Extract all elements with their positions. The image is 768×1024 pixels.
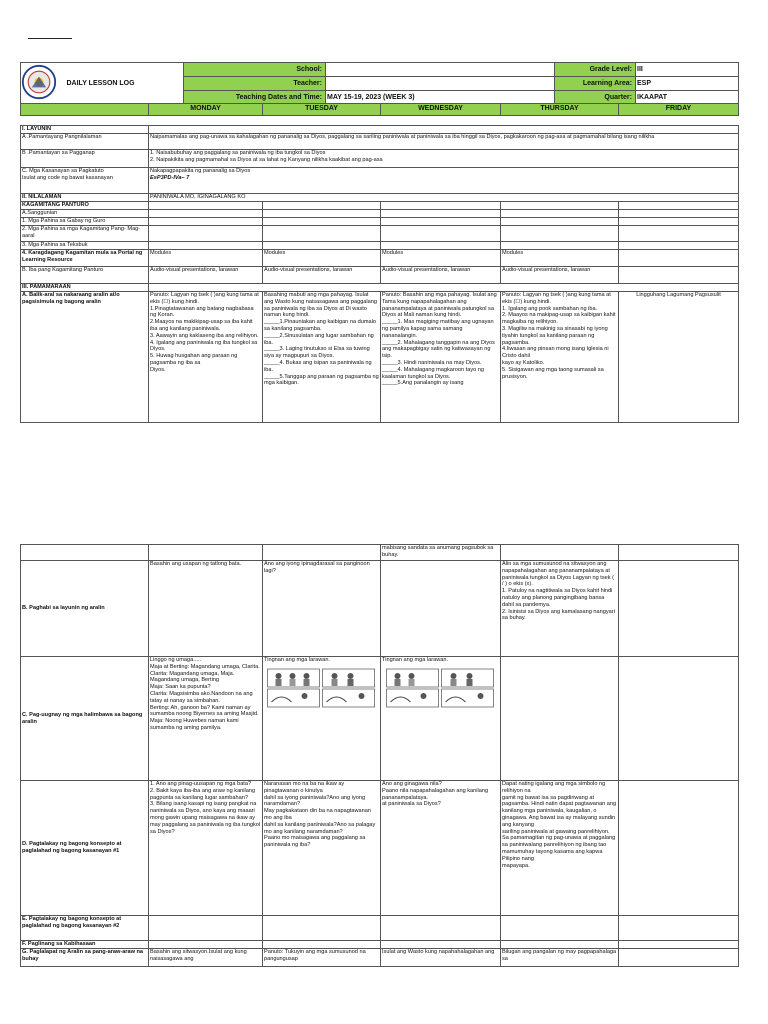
cell: [381, 218, 501, 226]
sanggunian-label: A.Sanggunian: [21, 210, 149, 218]
cell: [619, 218, 739, 226]
cell: [381, 916, 501, 941]
lesson-table-page1: [20, 125, 739, 423]
pagtalakay1-label: D. Pagtalakay ng bagong konsepto at paglalahad ng bagong kasanayan #1: [21, 781, 149, 916]
teacher-label: Teacher:: [184, 77, 326, 91]
cell: [263, 218, 381, 226]
dates-label: Teaching Dates and Time:: [184, 91, 326, 105]
cell: [501, 242, 619, 250]
cell: [149, 941, 263, 949]
kagamitang-label: 2. Mga Pahina sa mga Kagamitang Pang- Mag- aaral: [21, 226, 149, 242]
teacher-value[interactable]: [326, 77, 555, 91]
layunin-row: [149, 126, 739, 134]
paglalapat-thu: Bilugan ang pangalan ng may pagpapahalaga sa: [501, 949, 619, 967]
day-thursday: THURSDAY: [501, 104, 619, 116]
dll-header-table: [20, 62, 739, 105]
school-label: School:: [184, 63, 326, 77]
cont-tue: [263, 545, 381, 561]
cell: [149, 202, 263, 210]
paguugnay-fri: [619, 657, 739, 781]
pagtalakay1-mon: 1. Ano ang pinag-uusapan ng mga bata? 2. Bakit kaya iba-iba ang araw ng kanilang pagpunta sa kanilang lugar sambahan? 3. Bilang isang kasapi ng isang pangkat na naniniwala sa Diyos, ano kaya ang maaari mong gawin upang maisagawa na ikaw ay may paggalang sa paniniwala ng iba tungkol sa Diyos?: [149, 781, 263, 916]
cell: [263, 916, 381, 941]
pagtalakay1-fri: [619, 781, 739, 916]
balik-tue: Basahing mabuti ang mga pahayag. Isulat ang Wasto kung naisasagawa ang paggalang sa paniniwala ng iba sa Diyos at Di wasto naman kung hindi. _____1.Pinauniakan ang kaibigan na dumalo sa kanilang pagsamba. _____2.Sinusulatan ang lugar sambahan ng iba. _____3. Laging tinutukso si Elsa sa tuwing siya ay magpupuri sa Diyos. _____4. Bukas ang isipan sa paniniwala ng iba. _____5.Tanggap ang paraan ng pagsamba ng mga kaibigan.: [263, 292, 381, 423]
cell: [501, 218, 619, 226]
iba-mon: Audio-visual presentations, larawan: [149, 267, 263, 284]
deped-seal-icon: [21, 64, 57, 100]
paguugnay-tue-cell: [263, 657, 381, 781]
quarter-value[interactable]: IKAAPAT: [636, 91, 739, 105]
cont-thu: [501, 545, 619, 561]
pagtalakay1-thu: Dapat nating igalang ang mga simbolo ng relihiyon na gamit ng bawat isa sa pagdiriwang at pagsamba. Hindi natin dapat pagtawanan ang kanilang mga paniniwala, kaugalian, o ginagawa. Ang bawat isa ay malayang sundin ang kanyang sariling paniniwala at gawaing panrelihiyon. Sa pamamagitan ng pag-unawa at paggalang sa paniniwalang panrelihiyon ng ibang tao mamumuhay tayong kasama ang kapwa Pilipino nang mapayapa.: [501, 781, 619, 916]
dates-value[interactable]: MAY 15-19, 2023 (WEEK 3): [326, 91, 555, 105]
grade-label: Grade Level:: [555, 63, 636, 77]
pam-pangnilalaman-text: Naipamamalas ang pag-unawa sa kahalagahan ng pananalig sa Diyos, paggalang sa sariling paniniwala at paniniwala sa iba hinggil sa Diyos, pagkakaroon ng pag-asa at pagmamahal bilang isang nilikha: [149, 134, 739, 150]
pam-pangnilalaman-label: A .Pamantayang Pangnilalaman: [21, 134, 149, 150]
cell: [619, 242, 739, 250]
paguugnay-thu: [501, 657, 619, 781]
karagdagang-tue: Modules: [263, 250, 381, 267]
cont-mon: [149, 545, 263, 561]
cell: [263, 210, 381, 218]
pam-pagganap-label: B .Pamantayan sa Pagganap: [21, 150, 149, 168]
cont-fri: [619, 545, 739, 561]
cell: [149, 218, 263, 226]
grade-value[interactable]: III: [636, 63, 739, 77]
day-friday: FRIDAY: [619, 104, 739, 116]
deped-logo: [21, 63, 66, 105]
iba-label: B. Iba pang Kagamitang Panturo: [21, 267, 149, 284]
top-rule: [28, 38, 72, 39]
cell: [619, 941, 739, 949]
karagdagang-mon: Modules: [149, 250, 263, 267]
layunin-heading: I. LAYUNIN: [21, 126, 149, 134]
area-label: Learning Area:: [555, 77, 636, 91]
days-header: [20, 103, 739, 116]
cell: [381, 242, 501, 250]
paghabi-label: B. Paghabi sa layunin ng aralin: [21, 561, 149, 657]
paglalapat-mon: Basahin ang sitwasyon.Isulat ang kung naisasagawa ang: [149, 949, 263, 967]
pamamaraan-row: [149, 284, 739, 292]
worship-pictures-image: [264, 668, 379, 708]
nilalaman-label: II. NILALAMAN: [21, 194, 149, 202]
cell: [619, 226, 739, 242]
paguugnay-wed-cell: [381, 657, 501, 781]
day-tuesday: TUESDAY: [263, 104, 381, 116]
cell: [149, 210, 263, 218]
cont-label: [21, 545, 149, 561]
cell: [501, 226, 619, 242]
paguugnay-label: C. Pag-uugnay ng mga halimbawa sa bagong aralin: [21, 657, 149, 781]
cell: [501, 941, 619, 949]
iba-thu: Audio-visual presentations, larawan: [501, 267, 619, 284]
worship-pictures-image: [382, 668, 499, 708]
balik-label: A. Balik-aral sa nakaraang aralin at/o pagsisimula ng bagong aralin: [21, 292, 149, 423]
pagtalakay2-label: E. Pagtalakay ng bagong konsepto at paglalahad ng bagong kasanayan #2: [21, 916, 149, 941]
paglalapat-wed: Isulat ang Wasto kung napahahalagahan ang: [381, 949, 501, 967]
cell: [149, 916, 263, 941]
pamamaraan-label: III. PAMAMARAAN: [21, 284, 149, 292]
pam-pagganap-text: 1. Naisabubuhay ang paggalang sa paniniwala ng iba tungkol sa Diyos 2. Naipakikita ang pagmamahal sa Diyos at sa lahat ng Kanyang nilikha kaakibat ang pag-asa: [149, 150, 739, 168]
cont-wed: mabisang sandata sa anumang pagsubok sa buhay.: [381, 545, 501, 561]
kasanayan-label: C. Mga Kasanayan sa Pagkatuto Isulat ang code ng bawat kasanayan: [21, 168, 149, 194]
balik-thu: Panuto: Lagyan ng tsek ( )ang kung tama at ekis (☐) kung hindi. 1. Igalang ang pook sambahan ng iba. 2. Maayos na makipag-usap sa kaibigan kahit magkaiba ng relihiyon. 3. Magiliw na makinig sa sinasabi ng iyong tiyahin tungkol sa kanilang paraan ng pagsamba. 4.Iiwasan ang pinsan mong isang Iglesia ni Cristo dahil kayo ay Katoliko. 5. Sisigawan ang mga taong sumasali sa prusisyon.: [501, 292, 619, 423]
cell: [619, 202, 739, 210]
paglalapat-fri: [619, 949, 739, 967]
pagtalakay1-wed: Ano ang ginagawa nila? Paano nila napapahalagahan ang kanilang pananampalataya. at paniniwala sa Diyos?: [381, 781, 501, 916]
cell: [381, 210, 501, 218]
karagdagang-fri: [619, 250, 739, 267]
iba-fri: [619, 267, 739, 284]
pagtalakay1-tue: Naranasan mo na ba na ikaw ay pinagtawanan o kinutya dahil sa iyong paniniwala?Ano ang iyong naramdaman? May pagkakataon din ba na napagtawanan mo ang iba dahil sa kanilang paniniwala?Ano sa palagay mo ang kanilang naramdaman? Paano mo maisagawa ang paggalang sa paniniwala ng iba?: [263, 781, 381, 916]
cell: [149, 226, 263, 242]
cell: [381, 226, 501, 242]
cell: [263, 202, 381, 210]
kasanayan-cell: [149, 168, 739, 194]
lesson-table-page2: [20, 544, 739, 967]
paghabi-fri: [619, 561, 739, 657]
paguugnay-mon: Linggo ng umaga..... Maja at Berting: Magandang umaga, Clarita. Clarita: Magandang umaga, Maja. Magandang umaga, Berting Maja: Saan ka pupunta? Clarita: Magsisimba ako.Nandoon na ang tatay at nanay sa simbahan. Berting: Ah, ganoon ba? Kami naman ay sumamba noong Biyernes sa aming Masjid. Maja: Noong Huwebes naman kami sumamba ng aming pamilya.: [149, 657, 263, 781]
cell: [501, 916, 619, 941]
cell: [381, 941, 501, 949]
cell: [619, 210, 739, 218]
karagdagang-label: 4. Karagdagang Kagamitan mula sa Portal ng Learning Resource: [21, 250, 149, 267]
paglalapat-tue: Panuto: Tukuyin ang mga sumusunod na pangungusap: [263, 949, 381, 967]
kasanayan-code: EsP3PD-IVa– 7: [150, 174, 190, 181]
day-monday: MONDAY: [149, 104, 263, 116]
kagamitan-label: KAGAMITANG PANTURO: [21, 202, 149, 210]
school-value[interactable]: [326, 63, 555, 77]
cell: [263, 242, 381, 250]
iba-wed: Audio-visual presentations, larawan: [381, 267, 501, 284]
cell: [501, 210, 619, 218]
paguugnay-wed: Tingnan ang mga larawan.: [382, 657, 449, 663]
paglinang-label: F. Paglinang sa Kabihasaan: [21, 941, 149, 949]
paghabi-thu: Alin sa mga sumusunod na sitwasyon ang napapahalagahan ang pananampalataya at paniniwala tungkol sa Diyos Lagyan ng tsek ( / ) o ekis (x). 1. Patuloy na nagtitiwala sa Diyos kahit hindi natuloy ang planong pangingibang bansa dahil sa pandemya. 2. Isinisisi sa Diyos ang kamalasang nangyari sa buhay.: [501, 561, 619, 657]
cell: [501, 202, 619, 210]
paghabi-tue: Ano ang iyong ipinagdarasal sa panginoon lagi?: [263, 561, 381, 657]
karagdagang-wed: Modules: [381, 250, 501, 267]
day-wednesday: WEDNESDAY: [381, 104, 501, 116]
balik-mon: Panuto: Lagyan ng tsek ( )ang kung tama at ekis (☐) kung hindi. 1.Pinagtatawanan ang batang nagbabasa ng Koran. 2.Maayos na makikipag-usap sa iba kahit iba ang kanilang paniniwala. 3. Aawayin ang kaklaseng iba ang relihiyon. 4. Igalang ang paniniwala ng iba tungkol sa Diyos. 5. Huwag husgahan ang paraan ng pagsamba ng iba sa Diyos.: [149, 292, 263, 423]
cell: [619, 916, 739, 941]
balik-wed: Panuto: Basahin ang mga pahayag. Isulat ang Tama kung napapahalagahan ang pananampalataya at paniniwala patungkol sa Diyos at Mali naman kung hindi. _____1. Mas magiging matibay ang ugnayan ng pamilya kapag sama samang nananalangin. _____2. Mahalagang tanggapin na ang Diyos ang makapagbigay satin ng katiwasayan ng isip. _____3. Hindi naniniwala na may Diyos. _____4. Mahalagang magkaroon tayo ng kaalaman tungkol sa Diyos. _____5.Ang panalangin ay isang: [381, 292, 501, 423]
cell: [149, 242, 263, 250]
paguugnay-tue: Tingnan ang mga larawan.: [264, 657, 331, 663]
teksbuk-label: 3. Mga Pahina sa Teksbuk: [21, 242, 149, 250]
paglalapat-label: G. Paglalapat ng Aralin sa pang-araw-araw na buhay: [21, 949, 149, 967]
nilalaman-text: PANINIWALA MO, IGINAGALANG KO: [149, 194, 739, 202]
paghabi-mon: Basahin ang usapan ng tatlong bata.: [149, 561, 263, 657]
paghabi-wed: [381, 561, 501, 657]
cell: [263, 941, 381, 949]
days-corner: [21, 104, 149, 116]
iba-tue: Audio-visual presentations, larawan: [263, 267, 381, 284]
cell: [381, 202, 501, 210]
cell: [263, 226, 381, 242]
karagdagang-thu: Modules: [501, 250, 619, 267]
quarter-label: Quarter:: [555, 91, 636, 105]
kasanayan-text: Nakapagpapakita ng pananalig sa Diyos: [150, 168, 251, 174]
doc-title: DAILY LESSON LOG: [66, 63, 184, 105]
gabay-label: 1. Mga Pahina sa Gabay ng Guro: [21, 218, 149, 226]
area-value[interactable]: ESP: [636, 77, 739, 91]
balik-fri: Lingguhang Lagumang Pagsusulit: [619, 292, 739, 423]
